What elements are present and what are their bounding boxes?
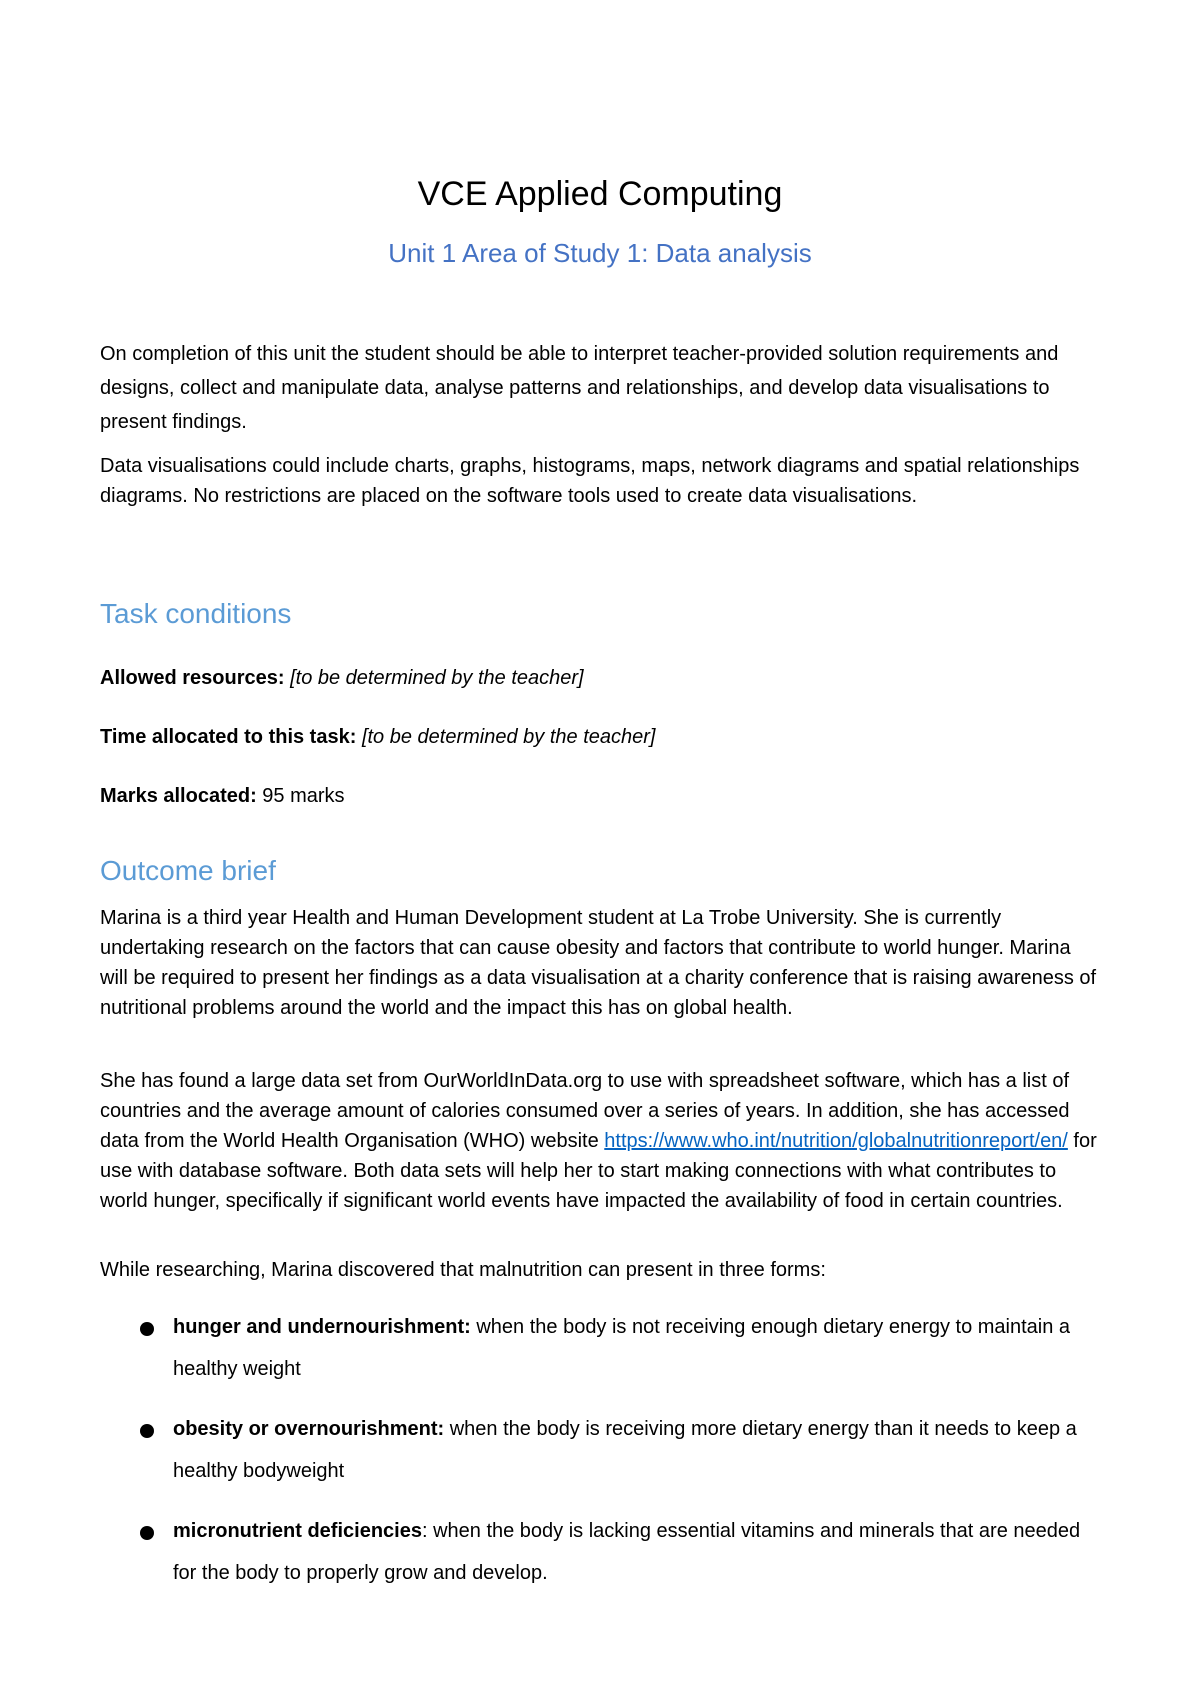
form-term: micronutrient deficiencies xyxy=(173,1520,422,1542)
marks-allocated-value: 95 marks xyxy=(262,785,345,807)
time-allocated-label: Time allocated to this task: xyxy=(100,726,357,748)
marks-allocated-label: Marks allocated: xyxy=(100,785,257,807)
bullet-dot-icon xyxy=(140,1322,154,1336)
list-item xyxy=(100,1306,1100,1390)
bullet-dot-icon xyxy=(140,1424,154,1438)
outcome-paragraph-2-text-before: She has found a large data set from OurWorldInData.org to use with spreadsheet software, which has a list of countries and the average amount of calories consumed over a series of years. In addition, she has accessed data from the World Health Organisation (WHO) website xyxy=(100,1070,1070,1152)
outcome-paragraph-2 xyxy=(100,1066,1100,1216)
malnutrition-forms-list xyxy=(100,1306,1100,1612)
intro-paragraph-2: Data visualisations could include charts, graphs, histograms, maps, network diagrams and spatial relationships diagrams. No restrictions are placed on the software tools used to create data visualisations. xyxy=(100,455,1080,507)
task-conditions-heading: Task conditions xyxy=(100,598,292,629)
outcome-paragraph-1: Marina is a third year Health and Human Development student at La Trobe University. She is currently undertaking research on the factors that can cause obesity and factors that contribute to world hunger. Marina will be required to present her findings as a data visualisation at a charity conference that is raising awareness of nutritional problems around the world and the impact this has on global health. xyxy=(100,907,1097,1019)
allowed-resources-value: [to be determined by the teacher] xyxy=(290,667,584,689)
document-title: VCE Applied Computing xyxy=(417,175,783,213)
form-description: when the body is receiving more dietary energy than it needs to keep a healthy bodyweight xyxy=(173,1418,1077,1482)
form-description: when the body is not receiving enough dietary energy to maintain a healthy weight xyxy=(173,1316,1071,1380)
allowed-resources-line xyxy=(100,663,584,693)
allowed-resources-label: Allowed resources: xyxy=(100,667,285,689)
outcome-brief-heading: Outcome brief xyxy=(100,855,276,886)
list-item xyxy=(100,1408,1100,1492)
time-allocated-value: [to be determined by the teacher] xyxy=(361,726,656,748)
outcome-paragraph-3: While researching, Marina discovered that malnutrition can present in three forms: xyxy=(100,1259,826,1281)
form-term: hunger and undernourishment: xyxy=(173,1316,471,1338)
form-term: obesity or overnourishment: xyxy=(173,1418,445,1440)
marks-allocated-line xyxy=(100,781,345,811)
intro-paragraph-1: On completion of this unit the student should be able to interpret teacher-provided solution requirements and designs, collect and manipulate data, analyse patterns and relationships, and develop data visualisations to present findings. xyxy=(100,343,1059,433)
who-website-link[interactable]: https://www.who.int/nutrition/globalnutritionreport/en/ xyxy=(604,1130,1068,1152)
form-description: : when the body is lacking essential vitamins and minerals that are needed for the body to properly grow and develop. xyxy=(173,1520,1081,1584)
time-allocated-line xyxy=(100,722,655,752)
list-item xyxy=(100,1510,1100,1594)
bullet-dot-icon xyxy=(140,1526,154,1540)
outcome-paragraph-2-text-after: for use with database software. Both data sets will help her to start making connections with what contributes to world hunger, specifically if significant world events have impacted the availability of food in certain countries. xyxy=(100,1130,1097,1212)
document-subtitle: Unit 1 Area of Study 1: Data analysis xyxy=(388,238,812,268)
